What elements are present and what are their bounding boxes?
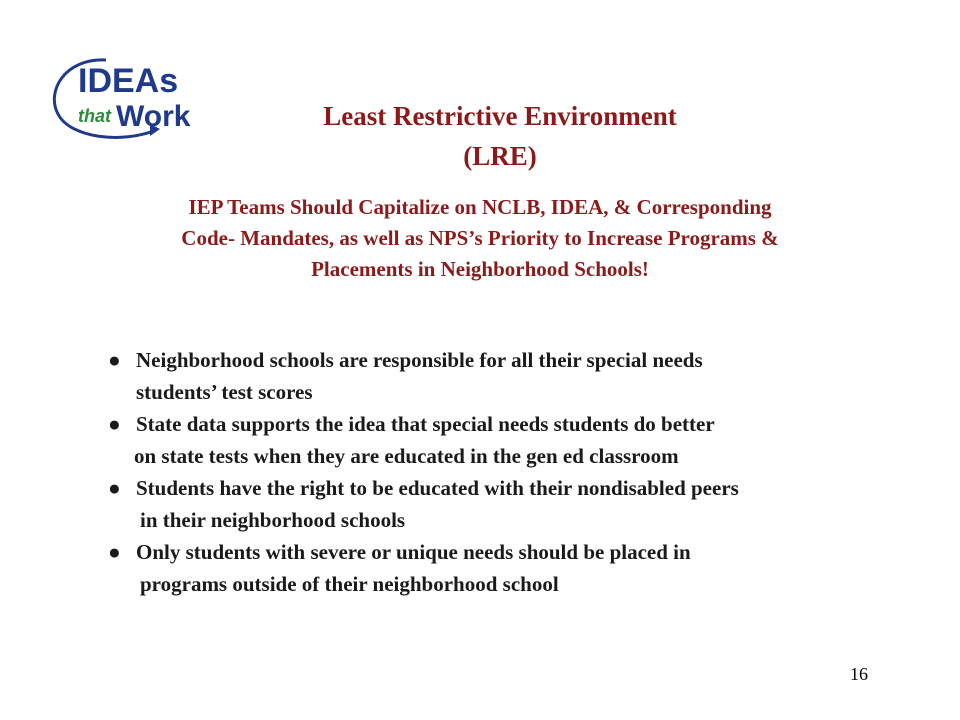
- subtitle-line1: IEP Teams Should Capitalize on NCLB, IDEA, & Corresponding: [188, 195, 772, 219]
- page-number: 16: [850, 664, 868, 684]
- logo-text-work: Work: [116, 100, 191, 133]
- bullet-4-line2: programs outside of their neighborhood school: [140, 572, 559, 596]
- logo-text-ideas: IDEAs: [78, 62, 179, 100]
- bullet-2-line1: ● State data supports the idea that special needs students do better: [108, 408, 715, 440]
- logo-text-that: that: [78, 106, 111, 126]
- bullet-3-line1: ● Students have the right to be educated with their nondisabled peers: [108, 472, 739, 504]
- bullet-1-line2: students’ test scores: [136, 380, 313, 404]
- subtitle-line2: Code- Mandates, as well as NPS’s Priority to Increase Programs &: [181, 226, 779, 250]
- page-title-line2: (LRE): [463, 141, 537, 171]
- page-title-line1: Least Restrictive Environment: [323, 101, 677, 131]
- bullet-dot-icon: ●: [108, 348, 121, 372]
- bullet-dot-icon: ●: [108, 540, 121, 564]
- bullet-2-line2: on state tests when they are educated in the gen ed classroom: [134, 444, 679, 468]
- bullet-dot-icon: ●: [108, 412, 121, 436]
- bullet-3-line2: in their neighborhood schools: [140, 508, 406, 532]
- bullet-4-line1: ● Only students with severe or unique needs should be placed in: [108, 536, 691, 568]
- bullet-dot-icon: ●: [108, 476, 121, 500]
- subtitle-line3: Placements in Neighborhood Schools!: [311, 257, 649, 281]
- bullet-1-line1: ● Neighborhood schools are responsible for all their special needs: [108, 344, 703, 376]
- subtitle: [50, 192, 910, 285]
